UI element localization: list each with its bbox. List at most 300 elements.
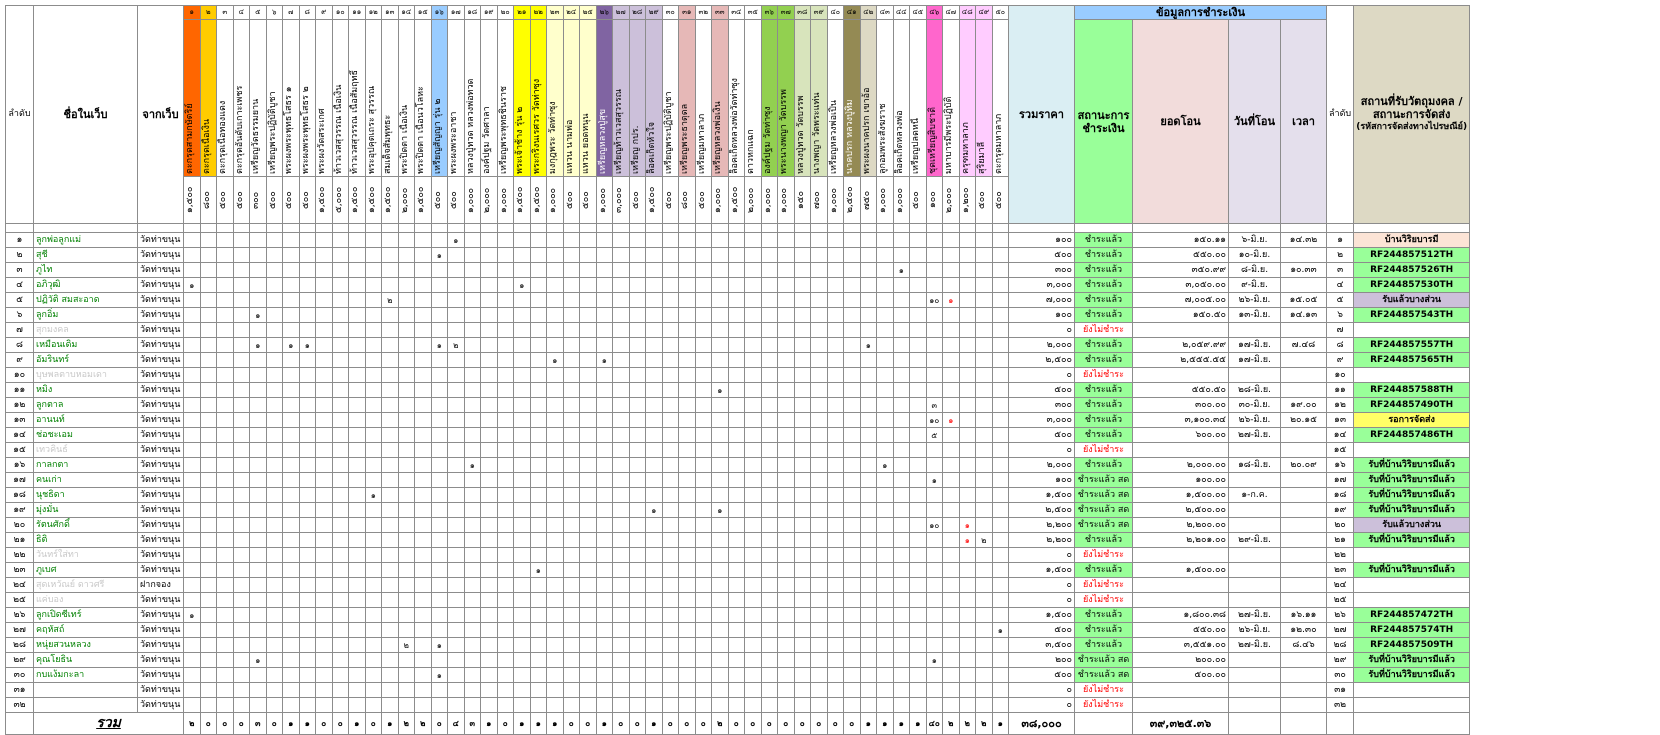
qty-cell[interactable] <box>761 278 778 293</box>
qty-cell[interactable] <box>860 443 877 458</box>
qty-cell[interactable] <box>976 623 993 638</box>
qty-cell[interactable] <box>613 353 630 368</box>
qty-cell[interactable] <box>827 638 844 653</box>
qty-cell[interactable] <box>877 563 894 578</box>
qty-cell[interactable] <box>316 263 333 278</box>
qty-cell[interactable] <box>646 338 663 353</box>
qty-cell[interactable] <box>745 548 762 563</box>
qty-cell[interactable] <box>266 608 283 623</box>
qty-cell[interactable] <box>728 383 745 398</box>
qty-cell[interactable] <box>596 668 613 683</box>
qty-cell[interactable] <box>547 683 564 698</box>
qty-cell[interactable] <box>200 608 217 623</box>
qty-cell[interactable] <box>283 458 300 473</box>
qty-cell[interactable] <box>266 563 283 578</box>
qty-cell[interactable] <box>431 578 448 593</box>
qty-cell[interactable] <box>761 488 778 503</box>
qty-cell[interactable] <box>547 323 564 338</box>
qty-cell[interactable] <box>431 428 448 443</box>
qty-cell[interactable] <box>431 293 448 308</box>
qty-cell[interactable] <box>745 533 762 548</box>
qty-cell[interactable] <box>860 653 877 668</box>
qty-cell[interactable] <box>778 653 795 668</box>
qty-cell[interactable] <box>580 263 597 278</box>
qty-cell[interactable] <box>398 683 415 698</box>
qty-cell[interactable] <box>794 608 811 623</box>
qty-cell[interactable] <box>200 368 217 383</box>
qty-cell[interactable] <box>250 503 267 518</box>
qty-cell[interactable] <box>283 428 300 443</box>
qty-cell[interactable] <box>448 398 465 413</box>
qty-cell[interactable]: ๑ <box>860 338 877 353</box>
qty-cell[interactable] <box>893 233 910 248</box>
qty-cell[interactable] <box>530 293 547 308</box>
qty-cell[interactable] <box>233 248 250 263</box>
qty-cell[interactable] <box>959 443 976 458</box>
qty-cell[interactable] <box>943 383 960 398</box>
qty-cell[interactable] <box>860 563 877 578</box>
qty-cell[interactable] <box>448 563 465 578</box>
qty-cell[interactable] <box>200 668 217 683</box>
qty-cell[interactable] <box>695 458 712 473</box>
qty-cell[interactable] <box>596 683 613 698</box>
qty-cell[interactable] <box>596 368 613 383</box>
qty-cell[interactable] <box>448 458 465 473</box>
qty-cell[interactable] <box>547 443 564 458</box>
qty-cell[interactable] <box>580 683 597 698</box>
qty-cell[interactable] <box>464 233 481 248</box>
qty-cell[interactable] <box>827 323 844 338</box>
qty-cell[interactable]: ๑ <box>365 488 382 503</box>
qty-cell[interactable] <box>679 668 696 683</box>
qty-cell[interactable] <box>827 698 844 713</box>
qty-cell[interactable] <box>547 623 564 638</box>
qty-cell[interactable] <box>712 473 729 488</box>
qty-cell[interactable] <box>217 548 234 563</box>
qty-cell[interactable] <box>464 608 481 623</box>
qty-cell[interactable] <box>415 503 432 518</box>
qty-cell[interactable] <box>398 278 415 293</box>
qty-cell[interactable] <box>514 698 531 713</box>
qty-cell[interactable] <box>844 458 861 473</box>
qty-cell[interactable] <box>943 308 960 323</box>
qty-cell[interactable] <box>728 443 745 458</box>
qty-cell[interactable] <box>382 398 399 413</box>
qty-cell[interactable] <box>200 458 217 473</box>
qty-cell[interactable] <box>728 533 745 548</box>
qty-cell[interactable] <box>646 428 663 443</box>
qty-cell[interactable] <box>794 443 811 458</box>
qty-cell[interactable] <box>431 458 448 473</box>
qty-cell[interactable] <box>959 473 976 488</box>
qty-cell[interactable] <box>761 653 778 668</box>
qty-cell[interactable] <box>860 308 877 323</box>
qty-cell[interactable] <box>365 473 382 488</box>
qty-cell[interactable] <box>464 413 481 428</box>
qty-cell[interactable] <box>217 698 234 713</box>
qty-cell[interactable] <box>316 548 333 563</box>
qty-cell[interactable]: ๑ <box>959 533 976 548</box>
qty-cell[interactable] <box>745 263 762 278</box>
qty-cell[interactable] <box>926 368 943 383</box>
qty-cell[interactable] <box>827 293 844 308</box>
qty-cell[interactable] <box>778 248 795 263</box>
qty-cell[interactable] <box>514 653 531 668</box>
qty-cell[interactable] <box>662 608 679 623</box>
qty-cell[interactable] <box>464 518 481 533</box>
qty-cell[interactable] <box>976 323 993 338</box>
qty-cell[interactable] <box>283 593 300 608</box>
qty-cell[interactable] <box>662 353 679 368</box>
qty-cell[interactable] <box>959 488 976 503</box>
qty-cell[interactable] <box>992 488 1009 503</box>
qty-cell[interactable] <box>481 338 498 353</box>
qty-cell[interactable] <box>349 683 366 698</box>
qty-cell[interactable] <box>695 668 712 683</box>
qty-cell[interactable] <box>728 338 745 353</box>
qty-cell[interactable] <box>233 293 250 308</box>
qty-cell[interactable] <box>860 488 877 503</box>
qty-cell[interactable] <box>184 338 201 353</box>
qty-cell[interactable] <box>910 428 927 443</box>
qty-cell[interactable] <box>217 563 234 578</box>
qty-cell[interactable] <box>233 548 250 563</box>
qty-cell[interactable] <box>992 608 1009 623</box>
qty-cell[interactable] <box>283 533 300 548</box>
qty-cell[interactable] <box>481 383 498 398</box>
qty-cell[interactable] <box>662 338 679 353</box>
qty-cell[interactable] <box>794 683 811 698</box>
qty-cell[interactable] <box>794 473 811 488</box>
qty-cell[interactable] <box>728 548 745 563</box>
qty-cell[interactable] <box>778 398 795 413</box>
qty-cell[interactable] <box>943 593 960 608</box>
qty-cell[interactable] <box>992 653 1009 668</box>
qty-cell[interactable] <box>349 323 366 338</box>
qty-cell[interactable] <box>299 248 316 263</box>
qty-cell[interactable] <box>844 533 861 548</box>
qty-cell[interactable] <box>926 233 943 248</box>
qty-cell[interactable] <box>398 308 415 323</box>
qty-cell[interactable] <box>877 638 894 653</box>
qty-cell[interactable] <box>959 278 976 293</box>
row-name[interactable]: อานนท์ <box>34 413 138 428</box>
qty-cell[interactable] <box>943 488 960 503</box>
qty-cell[interactable]: ๑ <box>250 338 267 353</box>
qty-cell[interactable] <box>398 503 415 518</box>
qty-cell[interactable] <box>497 338 514 353</box>
qty-cell[interactable] <box>860 683 877 698</box>
qty-cell[interactable] <box>514 368 531 383</box>
qty-cell[interactable] <box>613 593 630 608</box>
qty-cell[interactable] <box>976 428 993 443</box>
qty-cell[interactable] <box>250 443 267 458</box>
qty-cell[interactable] <box>596 518 613 533</box>
qty-cell[interactable] <box>992 683 1009 698</box>
qty-cell[interactable] <box>514 413 531 428</box>
qty-cell[interactable] <box>580 413 597 428</box>
qty-cell[interactable] <box>976 668 993 683</box>
qty-cell[interactable] <box>679 263 696 278</box>
qty-cell[interactable] <box>893 653 910 668</box>
qty-cell[interactable] <box>662 458 679 473</box>
qty-cell[interactable] <box>580 428 597 443</box>
qty-cell[interactable] <box>200 518 217 533</box>
qty-cell[interactable] <box>332 233 349 248</box>
qty-cell[interactable] <box>629 308 646 323</box>
qty-cell[interactable] <box>233 503 250 518</box>
qty-cell[interactable] <box>827 668 844 683</box>
qty-cell[interactable] <box>415 593 432 608</box>
qty-cell[interactable] <box>761 593 778 608</box>
qty-cell[interactable] <box>943 233 960 248</box>
qty-cell[interactable] <box>877 548 894 563</box>
qty-cell[interactable]: ๑ <box>283 338 300 353</box>
qty-cell[interactable] <box>662 548 679 563</box>
qty-cell[interactable] <box>431 548 448 563</box>
qty-cell[interactable] <box>431 518 448 533</box>
qty-cell[interactable] <box>926 353 943 368</box>
qty-cell[interactable] <box>745 233 762 248</box>
qty-cell[interactable] <box>646 623 663 638</box>
qty-cell[interactable] <box>943 338 960 353</box>
qty-cell[interactable] <box>712 368 729 383</box>
qty-cell[interactable] <box>596 428 613 443</box>
qty-cell[interactable] <box>662 698 679 713</box>
qty-cell[interactable] <box>382 668 399 683</box>
qty-cell[interactable] <box>530 323 547 338</box>
qty-cell[interactable] <box>860 248 877 263</box>
qty-cell[interactable] <box>299 233 316 248</box>
qty-cell[interactable]: ๑ <box>926 473 943 488</box>
qty-cell[interactable] <box>728 503 745 518</box>
qty-cell[interactable] <box>349 353 366 368</box>
qty-cell[interactable] <box>200 383 217 398</box>
qty-cell[interactable] <box>497 248 514 263</box>
qty-cell[interactable] <box>332 623 349 638</box>
qty-cell[interactable] <box>332 548 349 563</box>
qty-cell[interactable] <box>926 608 943 623</box>
qty-cell[interactable] <box>563 248 580 263</box>
qty-cell[interactable] <box>233 698 250 713</box>
qty-cell[interactable] <box>646 488 663 503</box>
qty-cell[interactable] <box>200 233 217 248</box>
qty-cell[interactable] <box>431 353 448 368</box>
qty-cell[interactable] <box>761 368 778 383</box>
qty-cell[interactable] <box>464 548 481 563</box>
qty-cell[interactable] <box>547 488 564 503</box>
qty-cell[interactable] <box>646 368 663 383</box>
qty-cell[interactable] <box>712 668 729 683</box>
qty-cell[interactable] <box>811 638 828 653</box>
qty-cell[interactable] <box>761 308 778 323</box>
qty-cell[interactable] <box>233 413 250 428</box>
qty-cell[interactable] <box>398 353 415 368</box>
qty-cell[interactable]: ๒ <box>398 638 415 653</box>
qty-cell[interactable] <box>332 473 349 488</box>
qty-cell[interactable] <box>712 518 729 533</box>
qty-cell[interactable] <box>448 683 465 698</box>
qty-cell[interactable] <box>349 428 366 443</box>
qty-cell[interactable] <box>877 698 894 713</box>
qty-cell[interactable] <box>778 293 795 308</box>
qty-cell[interactable] <box>415 548 432 563</box>
qty-cell[interactable] <box>943 368 960 383</box>
qty-cell[interactable] <box>827 233 844 248</box>
qty-cell[interactable] <box>811 623 828 638</box>
qty-cell[interactable] <box>316 293 333 308</box>
qty-cell[interactable] <box>316 593 333 608</box>
qty-cell[interactable] <box>217 263 234 278</box>
qty-cell[interactable] <box>827 578 844 593</box>
qty-cell[interactable] <box>497 653 514 668</box>
qty-cell[interactable] <box>745 698 762 713</box>
qty-cell[interactable] <box>316 638 333 653</box>
qty-cell[interactable] <box>992 323 1009 338</box>
qty-cell[interactable] <box>580 533 597 548</box>
row-name[interactable]: คฤหัสถ์ <box>34 623 138 638</box>
qty-cell[interactable] <box>646 278 663 293</box>
qty-cell[interactable] <box>976 413 993 428</box>
qty-cell[interactable] <box>530 623 547 638</box>
qty-cell[interactable] <box>547 308 564 323</box>
qty-cell[interactable] <box>679 368 696 383</box>
qty-cell[interactable] <box>233 518 250 533</box>
qty-cell[interactable] <box>629 473 646 488</box>
qty-cell[interactable] <box>299 668 316 683</box>
qty-cell[interactable] <box>217 533 234 548</box>
qty-cell[interactable] <box>464 488 481 503</box>
qty-cell[interactable] <box>811 428 828 443</box>
qty-cell[interactable] <box>349 338 366 353</box>
qty-cell[interactable] <box>893 533 910 548</box>
qty-cell[interactable] <box>926 578 943 593</box>
qty-cell[interactable] <box>332 323 349 338</box>
qty-cell[interactable] <box>827 533 844 548</box>
qty-cell[interactable] <box>316 683 333 698</box>
qty-cell[interactable] <box>448 428 465 443</box>
qty-cell[interactable] <box>481 293 498 308</box>
qty-cell[interactable] <box>794 638 811 653</box>
qty-cell[interactable] <box>316 473 333 488</box>
qty-cell[interactable] <box>695 533 712 548</box>
qty-cell[interactable] <box>299 563 316 578</box>
qty-cell[interactable] <box>431 593 448 608</box>
row-name[interactable]: ธิติ <box>34 533 138 548</box>
qty-cell[interactable] <box>976 608 993 623</box>
qty-cell[interactable] <box>266 398 283 413</box>
qty-cell[interactable] <box>893 638 910 653</box>
qty-cell[interactable] <box>613 308 630 323</box>
row-name[interactable]: รัตนศักดิ์ <box>34 518 138 533</box>
qty-cell[interactable] <box>448 323 465 338</box>
qty-cell[interactable] <box>778 233 795 248</box>
qty-cell[interactable] <box>316 578 333 593</box>
qty-cell[interactable] <box>514 563 531 578</box>
qty-cell[interactable] <box>679 233 696 248</box>
qty-cell[interactable] <box>415 698 432 713</box>
qty-cell[interactable] <box>580 278 597 293</box>
qty-cell[interactable] <box>827 263 844 278</box>
qty-cell[interactable] <box>332 563 349 578</box>
qty-cell[interactable] <box>365 263 382 278</box>
qty-cell[interactable] <box>662 653 679 668</box>
qty-cell[interactable] <box>415 443 432 458</box>
qty-cell[interactable] <box>233 488 250 503</box>
qty-cell[interactable] <box>926 248 943 263</box>
qty-cell[interactable] <box>365 518 382 533</box>
qty-cell[interactable] <box>250 608 267 623</box>
qty-cell[interactable] <box>184 518 201 533</box>
qty-cell[interactable] <box>976 383 993 398</box>
qty-cell[interactable] <box>910 338 927 353</box>
qty-cell[interactable] <box>745 353 762 368</box>
qty-cell[interactable] <box>299 473 316 488</box>
qty-cell[interactable] <box>976 308 993 323</box>
qty-cell[interactable] <box>547 263 564 278</box>
qty-cell[interactable] <box>662 563 679 578</box>
qty-cell[interactable] <box>448 353 465 368</box>
qty-cell[interactable] <box>266 638 283 653</box>
qty-cell[interactable] <box>250 263 267 278</box>
qty-cell[interactable] <box>811 233 828 248</box>
qty-cell[interactable] <box>745 428 762 443</box>
qty-cell[interactable] <box>200 698 217 713</box>
qty-cell[interactable] <box>547 338 564 353</box>
qty-cell[interactable] <box>728 428 745 443</box>
qty-cell[interactable] <box>431 653 448 668</box>
qty-cell[interactable] <box>844 428 861 443</box>
qty-cell[interactable] <box>811 608 828 623</box>
qty-cell[interactable] <box>893 368 910 383</box>
qty-cell[interactable] <box>514 443 531 458</box>
qty-cell[interactable] <box>365 323 382 338</box>
qty-cell[interactable] <box>431 308 448 323</box>
qty-cell[interactable] <box>481 578 498 593</box>
qty-cell[interactable] <box>283 563 300 578</box>
qty-cell[interactable] <box>349 593 366 608</box>
qty-cell[interactable] <box>464 638 481 653</box>
qty-cell[interactable] <box>844 278 861 293</box>
qty-cell[interactable] <box>596 608 613 623</box>
qty-cell[interactable] <box>679 278 696 293</box>
qty-cell[interactable] <box>200 398 217 413</box>
qty-cell[interactable] <box>877 593 894 608</box>
qty-cell[interactable] <box>695 473 712 488</box>
qty-cell[interactable] <box>481 233 498 248</box>
qty-cell[interactable] <box>712 278 729 293</box>
qty-cell[interactable] <box>794 578 811 593</box>
qty-cell[interactable] <box>976 488 993 503</box>
qty-cell[interactable] <box>382 428 399 443</box>
qty-cell[interactable] <box>959 578 976 593</box>
qty-cell[interactable] <box>217 518 234 533</box>
qty-cell[interactable] <box>877 338 894 353</box>
qty-cell[interactable] <box>629 278 646 293</box>
qty-cell[interactable] <box>349 413 366 428</box>
qty-cell[interactable] <box>514 323 531 338</box>
qty-cell[interactable] <box>349 248 366 263</box>
qty-cell[interactable] <box>629 368 646 383</box>
qty-cell[interactable] <box>992 668 1009 683</box>
qty-cell[interactable] <box>596 623 613 638</box>
qty-cell[interactable] <box>299 428 316 443</box>
qty-cell[interactable] <box>910 443 927 458</box>
qty-cell[interactable] <box>811 683 828 698</box>
qty-cell[interactable] <box>613 548 630 563</box>
qty-cell[interactable] <box>712 443 729 458</box>
qty-cell[interactable] <box>893 308 910 323</box>
